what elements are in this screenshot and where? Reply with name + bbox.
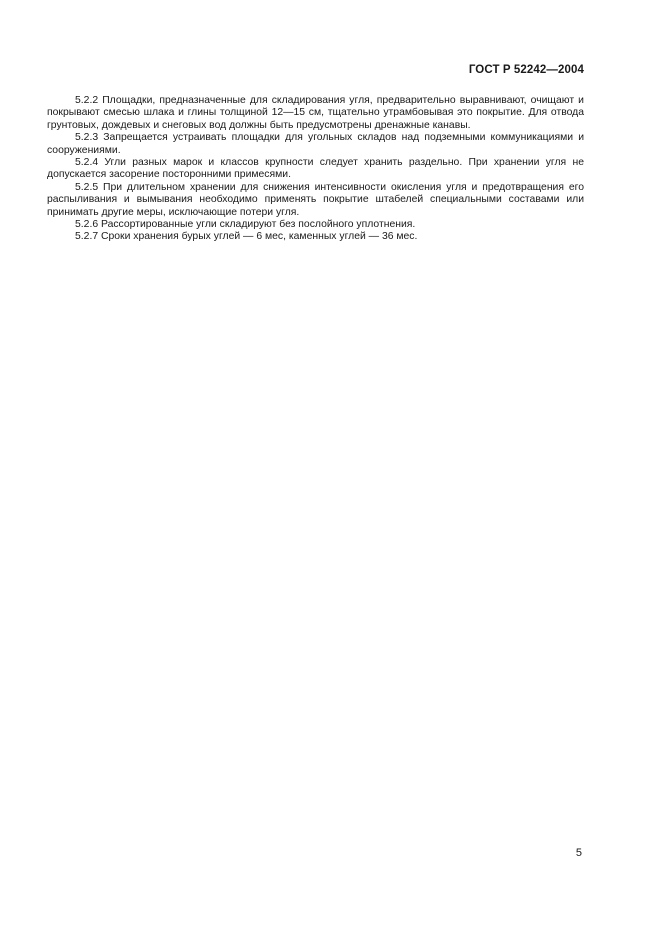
paragraph-5-2-4: 5.2.4 Угли разных марок и классов крупности следует хранить раздельно. При хранении угля не допускается засорение посторонними примесями. bbox=[47, 157, 584, 181]
paragraph-5-2-3: 5.2.3 Запрещается устраивать площадки для угольных складов над подземными коммуникациями и сооружениями. bbox=[47, 132, 584, 156]
page-number: 5 bbox=[575, 847, 582, 859]
paragraph-5-2-5: 5.2.5 При длительном хранении для снижения интенсивности окисления угля и предотвращения его распыливания и вымывания необходимо применять покрытие штабелей специальными составами или принимать другие меры, исключающие потери угля. bbox=[47, 181, 584, 218]
paragraph-5-2-6: 5.2.6 Рассортированные угли складируют без послойного уплотнения. bbox=[75, 219, 416, 231]
paragraph-5-2-2: 5.2.2 Площадки, предназначенные для складирования угля, предварительно выравнивают, очищают и покрывают смесью шлака и глины толщиной 12—15 см, тщательно утрамбовывая это покрытие. Для отвода грунтовых, дождевых и снеговых вод должны быть предусмотрены дренажные канавы. bbox=[47, 95, 584, 131]
standard-code-header: ГОСТ Р 52242—2004 bbox=[468, 64, 584, 76]
paragraph-5-2-7: 5.2.7 Сроки хранения бурых углей — 6 мес, каменных углей — 36 мес. bbox=[75, 231, 418, 243]
section-body bbox=[47, 95, 584, 244]
